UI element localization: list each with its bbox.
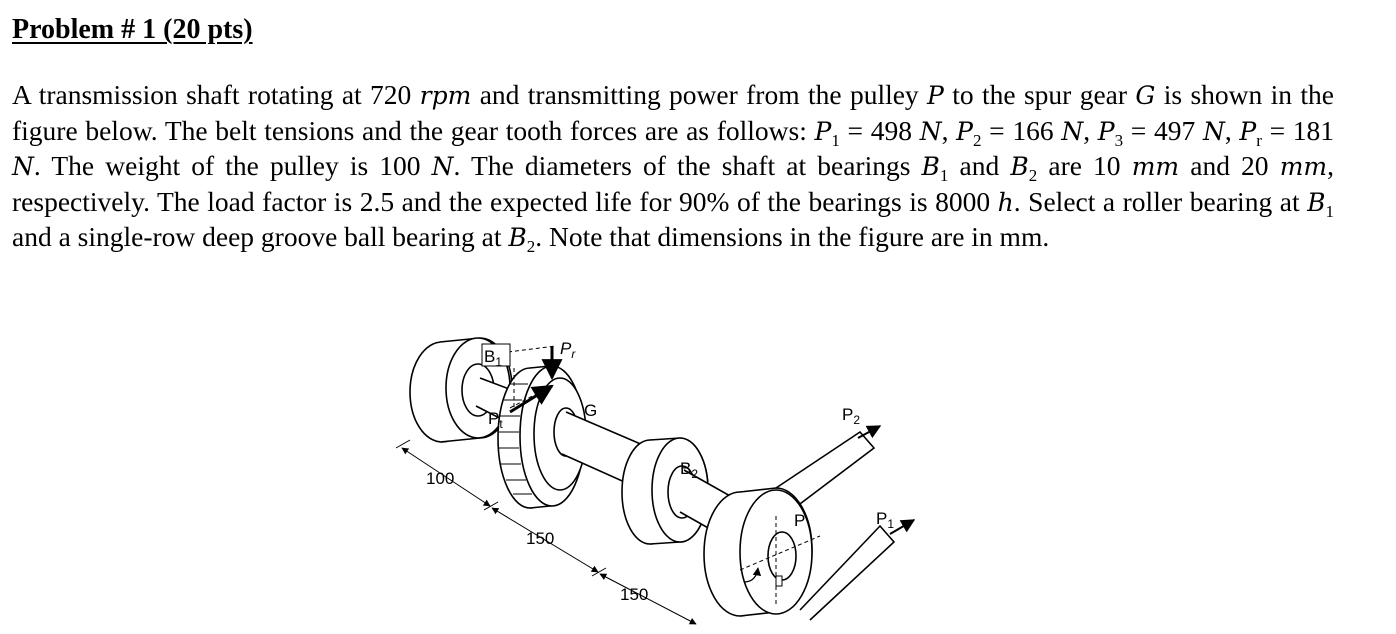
label-p: P xyxy=(794,511,806,530)
label-g: G xyxy=(584,401,598,420)
label-pt: $P_t$ xyxy=(488,409,503,431)
shaft-figure xyxy=(380,320,940,634)
label-p1: $P_1$ xyxy=(876,509,895,531)
right-pulley xyxy=(704,488,812,616)
lower-belt xyxy=(800,526,894,620)
problem-heading: Problem # 1 (20 pts) xyxy=(12,14,253,45)
label-pr: $P_r$ xyxy=(560,339,576,361)
label-b2: $B_2$ xyxy=(680,459,699,481)
dim-label-150-b: 150 xyxy=(620,585,649,604)
dim-label-100: 100 xyxy=(426,469,455,488)
label-p2: $P_2$ xyxy=(842,405,861,427)
p2-arrow xyxy=(858,426,880,438)
pr-dashed-line xyxy=(508,346,556,352)
dim-label-150-a: 150 xyxy=(526,529,555,548)
label-b1: $B_1$ xyxy=(484,347,503,369)
problem-statement: A transmission shaft rotating at 720 rpm and transmitting power from the pulley P to the spur gear G is shown in the figure below. The belt tensions and the gear tooth forces are as follows: $P_1 = 498$ N, $P_2 = 166$ N, $P_3 = 497$ N, $P_r = 181$ N. The weight of the pulley is 100 N. The diameters of the shaft at bearings $B_1$ and $B_2$ are 10 mm and 20 mm, respectively. The load factor is 2.5 and the expected life for 90% of the bearings is 8000 h. Select a roller bearing at $B_1$ and a single-row deep groove ball bearing at $B_2$. Note that dimensions in the figure are in mm. xyxy=(12,79,1335,256)
